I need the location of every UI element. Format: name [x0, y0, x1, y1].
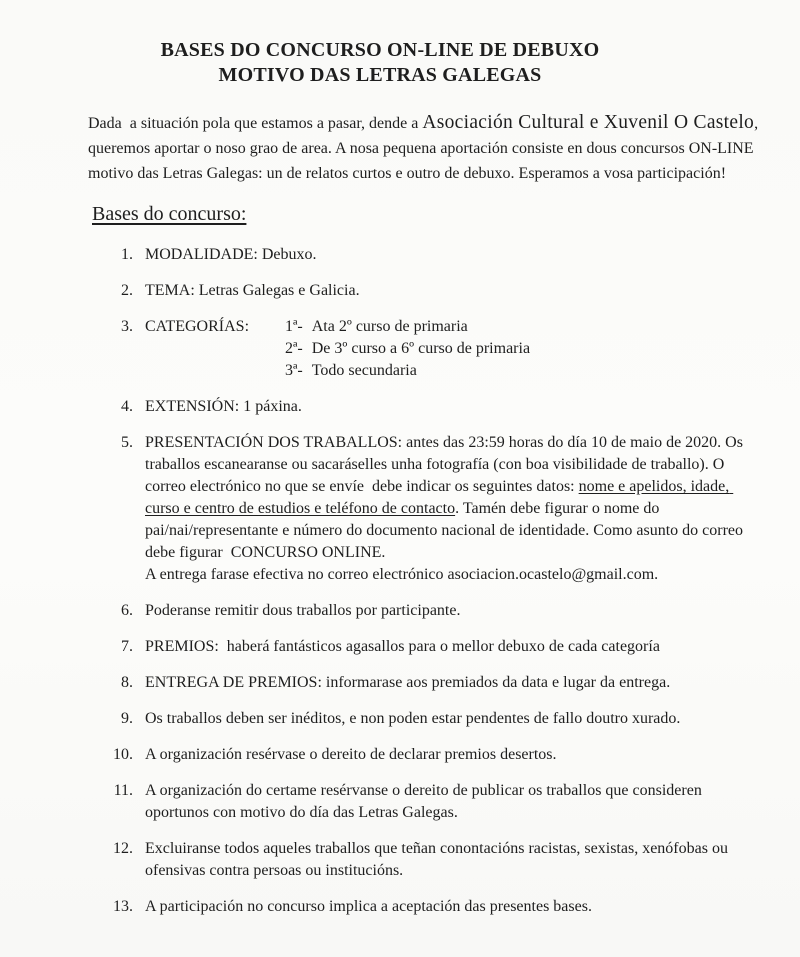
category-line-2 [285, 338, 530, 360]
item-number: 8. [121, 674, 133, 691]
delivery-line [145, 564, 759, 586]
document-title-line2: MOTIVO DAS LETRAS GALEGAS [218, 64, 542, 86]
list-item-7 [0, 636, 800, 658]
list-item-12 [0, 838, 800, 882]
presentation-text-end: . Tamén debe figurar o nome do pai/nai/representante e número do documento nacional de identidade. Como asunto do correo debe figurar CONCURSO ONLINE. [145, 500, 748, 561]
item-number: 5. [121, 434, 133, 451]
delivery-text: A entrega farase efectiva no correo electrónico [145, 566, 448, 583]
category-number: 1ª- [285, 318, 303, 335]
item-number: 6. [121, 602, 133, 619]
presentation-text-start: PRESENTACIÓN DOS TRABALLOS: antes das 23:59 horas do día 10 de maio de 2020. Os traballos escanearanse ou sacaráselles unha fotografía (con boa visibilidade de traballo). O correo electrónico no que se envíe debe indicar os seguintes datos: [145, 434, 747, 495]
list-item-3 [0, 316, 800, 382]
category-text: De 3º curso a 6º curso de primaria [311, 340, 531, 357]
document-title-line1: BASES DO CONCURSO ON-LINE DE DEBUXO [160, 39, 600, 61]
required-contact-fields: nome e apelidos, idade, curso e centro de estudios e teléfono de contacto [145, 478, 734, 517]
list-item-11 [0, 780, 800, 824]
item-text [145, 432, 759, 586]
item-text: Os traballos deben ser inéditos, e non poden estar pendentes de fallo doutro xurado. [145, 710, 681, 727]
item-number: 11. [113, 782, 133, 799]
item-text: MODALIDADE: Debuxo. [145, 246, 317, 263]
categories-list [285, 316, 530, 382]
item-number: 3. [121, 318, 133, 335]
item-text: Poderanse remitir dous traballos por participante. [145, 602, 461, 619]
category-line-3 [285, 360, 530, 382]
category-text: Todo secundaria [311, 362, 417, 379]
item-text: A organización resérvase o dereito de declarar premios desertos. [145, 746, 557, 763]
categories-label: CATEGORÍAS: [145, 318, 250, 335]
item-text: A participación no concurso implica a aceptación das presentes bases. [145, 898, 592, 915]
item-number: 12. [113, 840, 133, 857]
item-number: 9. [121, 710, 133, 727]
intro-text-end: , queremos aportar o noso grao de area. A nosa pequena aportación consiste en dous concursos ON-LINE motivo das Letras Galegas: un de relatos curtos e outro de debuxo. Esperamos a vosa participación! [88, 115, 763, 182]
item-text: PREMIOS: haberá fantásticos agasallos para o mellor debuxo de cada categoría [145, 638, 660, 655]
item-text: EXTENSIÓN: 1 páxina. [145, 398, 302, 415]
item-number: 13. [113, 898, 133, 915]
list-item-5 [0, 432, 800, 586]
item-text: A organización do certame resérvanse o dereito de publicar os traballos que consideren oportunos con motivo do día das Letras Galegas. [145, 782, 706, 821]
item-number: 4. [121, 398, 133, 415]
item-text [145, 316, 759, 382]
email-address: asociacion.ocastelo@gmail.com [447, 566, 655, 583]
list-item-13 [0, 896, 800, 918]
item-text: Excluiranse todos aqueles traballos que teñan conontacións racistas, sexistas, xenófobas ou ofensivas contra persoas ou institucións. [145, 840, 732, 879]
list-item-1 [0, 244, 800, 266]
category-line-1 [285, 316, 530, 338]
item-number: 7. [121, 638, 133, 655]
document-title [0, 38, 760, 88]
category-number: 3ª- [285, 362, 303, 379]
list-item-4 [0, 396, 800, 418]
item-number: 2. [121, 282, 133, 299]
list-item-10 [0, 744, 800, 766]
list-item-6 [0, 600, 800, 622]
list-item-8 [0, 672, 800, 694]
delivery-text-period: . [654, 566, 659, 583]
category-number: 2ª- [285, 340, 303, 357]
item-number: 10. [113, 746, 133, 763]
bases-list [0, 244, 800, 918]
item-text: ENTREGA DE PREMIOS: informarase aos premiados da data e lugar da entrega. [145, 674, 671, 691]
org-name: Asociación Cultural e Xuvenil O Castelo [422, 112, 755, 133]
section-heading: Bases do concurso: [92, 203, 247, 225]
intro-paragraph [88, 110, 763, 186]
category-text: Ata 2º curso de primaria [311, 318, 468, 335]
list-item-9 [0, 708, 800, 730]
list-item-2 [0, 280, 800, 302]
item-number: 1. [121, 246, 133, 263]
intro-text-start: Dada a situación pola que estamos a pasar, dende a [88, 115, 423, 132]
item-text: TEMA: Letras Galegas e Galicia. [145, 282, 360, 299]
